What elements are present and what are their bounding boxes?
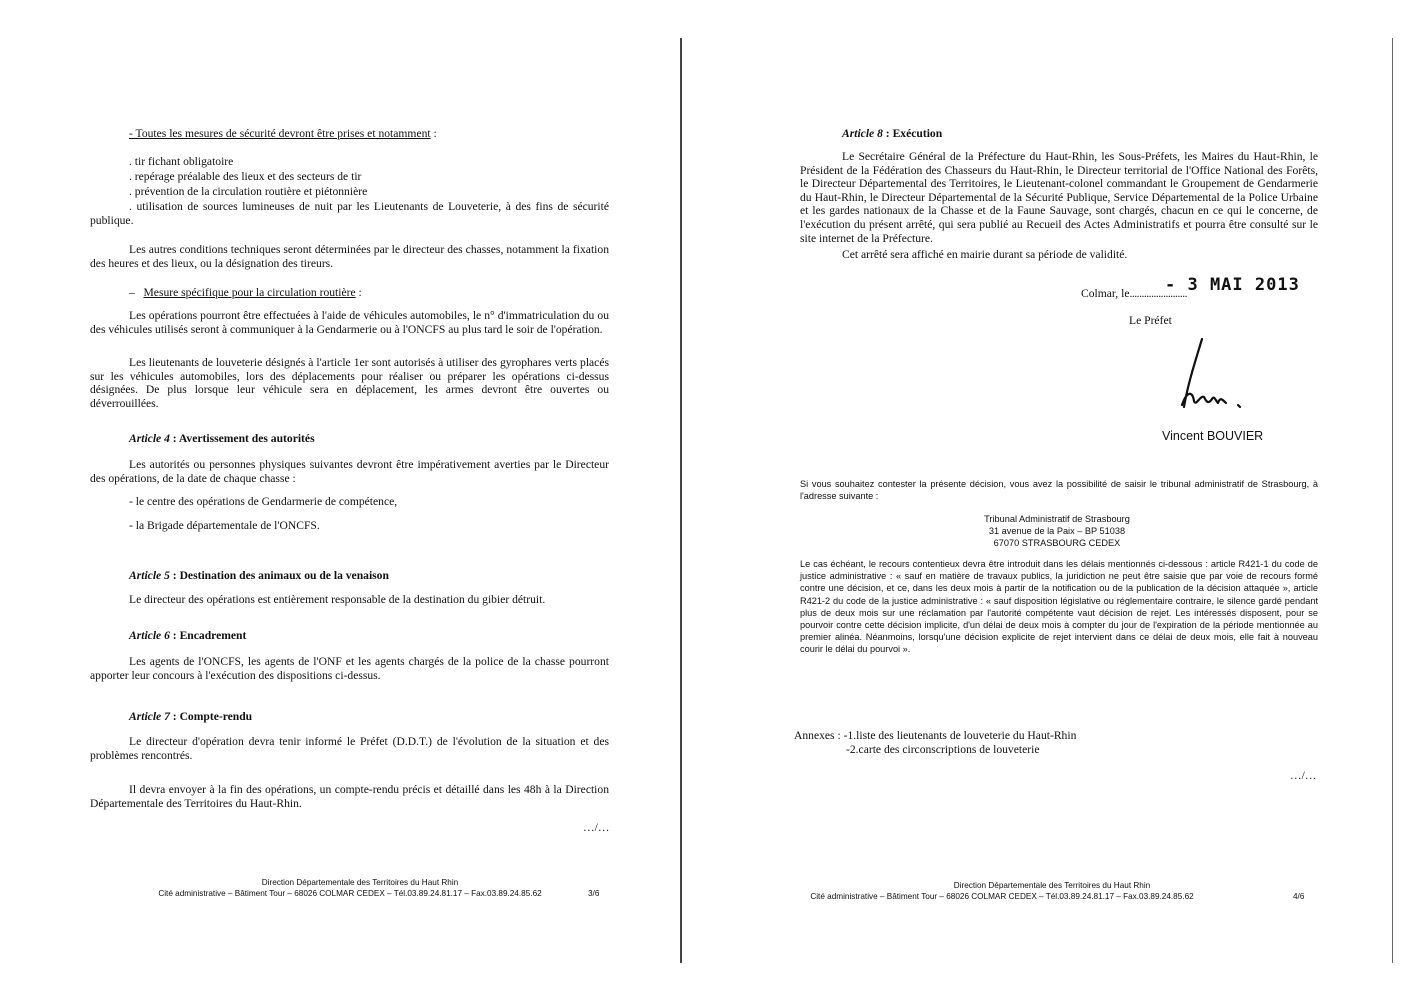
article-4-heading	[129, 432, 315, 445]
footer-line-2: Cité administrative – Bâtiment Tour – 68026 COLMAR CEDEX – Tél.03.89.24.81.17 – Fax.03.89.24.85.62	[810, 892, 1194, 901]
article-8-heading	[842, 127, 942, 140]
appeal-text: Le cas échéant, le recours contentieux devra être introduit dans les délais mentionnés ci-dessous : article R421-1 du code de justice administrative : « sauf en matière de travaux publics, la juridiction ne peut être saisie que par voie de recours formé contre une décision, et ce, dans les deux mois à partir de la notification ou de la publication de la décision attaquée », article R421-2 du code de la justice administrative : « sauf disposition législative ou réglementaire contraire, le silence gardé pendant plus de deux mois sur une réclamation par l'autorité compétente vaut décision de rejet. Les intéressés disposent, pour se pourvoir contre cette décision implicite, d'un délai de deux mois à compter du jour de l'expiration de la période mentionnée au premier alinéa. Néanmoins, lorsqu'une décision explicite de rejet intervient dans ce délai de deux mois, elle fait à nouveau courir le délai du pourvoi ».	[800, 559, 1318, 655]
signatory-name: Vincent BOUVIER	[1162, 429, 1264, 443]
footer-line-1: Direction Départementale des Territoires du Haut Rhin	[261, 878, 459, 887]
article-label: Article 4	[129, 432, 170, 445]
article-7-paragraph: Le directeur d'opération devra tenir informé le Préfet (D.D.T.) de l'évolution de la situation et des problèmes rencontrés.	[90, 735, 609, 762]
article-8-paragraph: Le Secrétaire Général de la Préfecture du Haut-Rhin, les Sous-Préfets, les Maires du Haut-Rhin, le Président de la Fédération des Chasseurs du Haut-Rhin, le Directeur territorial de l'Office National des Forêts, le Directeur Départemental des Territoires, le Lieutenant-colonel commandant le Groupement de Gendarmerie du Haut-Rhin, le Directeur Départemental de la Sécurité Publique, Service Départemental de la Police Urbaine et les gardes nationaux de la Chasse et de la Faune Sauvage, sont chargés, chacun en ce qui le concerne, de l'exécution du présent arrêté, qui sera publié au Recueil des Actes Administratifs et pourra être consulté sur le site internet de la Préfecture.	[800, 150, 1318, 245]
traffic-heading-text: Mesure spécifique pour la circulation routière	[143, 286, 356, 299]
article-title: : Avertissement des autorités	[169, 432, 315, 445]
other-conditions-paragraph: Les autres conditions techniques seront déterminées par le directeur des chasses, notamment la fixation des heures et des lieux, ou la désignation des tireurs.	[90, 243, 609, 270]
dash: –	[129, 286, 135, 299]
tribunal-name: Tribunal Administratif de Strasbourg	[984, 514, 1130, 524]
date-stamp: - 3 MAI 2013	[1165, 275, 1300, 295]
safety-heading-colon: :	[430, 127, 437, 140]
gyrophares-paragraph: Les lieutenants de louveterie désignés à l'article 1er sont autorisés à utiliser des gyrophares verts placés sur les véhicules automobiles, lors des déplacements pour réaliser ou préparer les opérations ci-dessus désignées. De plus lorsque leur véhicule sera en déplacement, les armes devront être ouvertes ou déverrouillées.	[90, 356, 609, 410]
safety-item: . prévention de la circulation routière et piétonnière	[129, 185, 368, 199]
page-number: 3/6	[588, 889, 600, 898]
article-label: Article 5	[129, 569, 170, 582]
article-7-paragraph: Il devra envoyer à la fin des opérations, un compte-rendu précis et détaillé dans les 48h à la Direction Départementale des Territoires du Haut-Rhin.	[90, 783, 609, 810]
safety-item: . tir fichant obligatoire	[129, 155, 234, 168]
article-5-heading	[129, 569, 389, 582]
page-number: 4/6	[1293, 892, 1305, 901]
traffic-heading-colon: :	[355, 286, 362, 299]
safety-heading-text: - Toutes les mesures de sécurité devront être prises et notamment	[129, 127, 431, 140]
signatory-title: Le Préfet	[1129, 314, 1172, 327]
annex-item: -1.liste des lieutenants de louveterie du Haut-Rhin	[843, 729, 1077, 742]
annex-label: Annexes :	[794, 729, 841, 742]
display-paragraph: Cet arrêté sera affiché en mairie durant sa période de validité.	[842, 248, 1128, 261]
continuation-mark: …/…	[583, 821, 610, 834]
article-6-heading	[129, 629, 246, 642]
footer-line-2: Cité administrative – Bâtiment Tour – 68026 COLMAR CEDEX – Tél.03.89.24.81.17 – Fax.03.89.24.85.62	[158, 889, 542, 898]
article-4-paragraph: Les autorités ou personnes physiques suivantes devront être impérativement averties par le Directeur des opérations, de la date de chaque chasse :	[90, 458, 609, 485]
vehicles-paragraph: Les opérations pourront être effectuées à l'aide de véhicules automobiles, le n° d'immatriculation du ou des véhicules utilisés seront à communiquer à la Gendarmerie ou à l'ONCFS au plus tard le soir de l'opération.	[90, 309, 609, 336]
safety-item: . utilisation de sources lumineuses de nuit par les Lieutenants de Louveterie, à des fins de sécurité publique.	[90, 200, 609, 227]
article-title: : Exécution	[882, 127, 943, 140]
article-title: : Destination des animaux ou de la venaison	[169, 569, 389, 582]
traffic-heading	[129, 286, 609, 300]
tribunal-address	[932, 513, 1182, 550]
article-label: Article 7	[129, 710, 170, 723]
tribunal-city: 67070 STRASBOURG CEDEX	[993, 538, 1121, 549]
authority-item: - la Brigade départementale de l'ONCFS.	[129, 519, 320, 532]
article-title: : Compte-rendu	[169, 710, 253, 723]
article-6-paragraph: Les agents de l'ONCFS, les agents de l'ONF et les agents chargés de la police de la chasse pourront apporter leur concours à l'exécution des dispositions ci-dessus.	[90, 655, 609, 682]
continuation-mark: …/…	[1290, 769, 1317, 782]
page-3	[0, 0, 680, 1000]
safety-item: . repérage préalable des lieux et des secteurs de tir	[129, 170, 362, 184]
place-label: Colmar, le	[1081, 287, 1130, 300]
article-title: : Encadrement	[169, 629, 247, 642]
annex-item: -2.carte des circonscriptions de louveterie	[846, 743, 1040, 756]
article-label: Article 8	[842, 127, 883, 140]
page-4	[682, 0, 1422, 1000]
safety-list	[129, 155, 609, 199]
footer-line-1: Direction Départementale des Territoires du Haut Rhin	[953, 881, 1151, 890]
annexes	[794, 729, 1076, 743]
appeal-intro: Si vous souhaitez contester la présente décision, vous avez la possibilité de saisir le tribunal administratif de Strasbourg, à l'adresse suivante :	[800, 479, 1318, 502]
authority-item: - le centre des opérations de Gendarmerie de compétence,	[129, 495, 398, 508]
article-7-heading	[129, 710, 252, 723]
article-5-paragraph: Le directeur des opérations est entièrement responsable de la destination du gibier détruit.	[129, 593, 546, 606]
date-dots: ........................	[1129, 287, 1188, 300]
tribunal-street: 31 avenue de la Paix – BP 51038	[988, 526, 1126, 537]
article-label: Article 6	[129, 629, 170, 642]
safety-heading	[129, 127, 609, 141]
signature-icon	[1174, 335, 1264, 415]
